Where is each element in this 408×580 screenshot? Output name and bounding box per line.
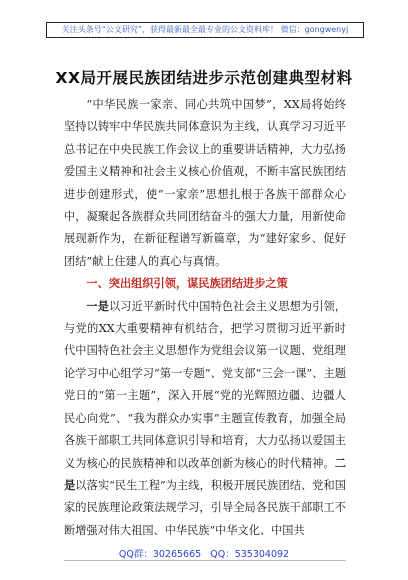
paragraph-1-text: 以习近平新时代中国特色社会主义思想为引领，与党的XX大重要精神有机结合，把学习贯彻习近平新时代中国特色社会主义思想作为党组会议第一议题、党组理论学习中心组学习“第一专题”、党支部“三会一课”、主题党日的“第一主题”，深入开展“党的光辉照边疆、边疆人民心向党”、“我为群众办实事”主题宣传教育，加强全局各族干部职工共同体意识引导和培育，大力弘扬以爱国主义为核心的民族精神和以改革创新为核心的时代精神。	[64, 299, 346, 470]
document-body	[64, 94, 346, 542]
paragraph-1-lead: 一是	[86, 299, 109, 313]
footer-qq-group: QQ群：30265665	[118, 549, 202, 560]
section-heading: 一、突出组织引领，谋民族团结进步之策	[86, 277, 288, 291]
paragraph-2-lead: 二是	[64, 456, 346, 492]
footer-divider	[64, 560, 346, 561]
paragraph-2-text: 以落实“民生工程”为主线，积极开展民族团结、党和国家的民族理论政策法规学习，引导全局各民族干部职工不断增强对伟大祖国、中华民族“中华文化、中国共	[64, 478, 346, 537]
paragraph-1	[64, 296, 346, 542]
footer-qq: QQ：535304092	[210, 549, 290, 560]
footer-contact	[0, 546, 408, 560]
intro-paragraph: “中华民族一家亲、同心共筑中国梦”，XX局将始终坚持以铸牢中华民族共同体意识为主线，认真学习习近平总书记在中央民族工作会议上的重要讲话精神，大力弘扬爱国主义精神和社会主义核心价值观，不断丰富民族团结进步创建形式，使“一家亲”思想扎根于各族干部群众心中，凝聚起各族群众共同团结奋斗的强大力量，用新使命展现新作为，在新征程谱写新篇章，为“建好家乡、促好团结”献上住建人的真心与真情。	[64, 98, 346, 268]
document-title: XX局开展民族团结进步示范创建典型材料	[55, 69, 353, 87]
header-banner: 关注头条号“公文研究”，获得最新最全最专业的公文资料库！ 微信：gongwenyj	[46, 22, 364, 38]
